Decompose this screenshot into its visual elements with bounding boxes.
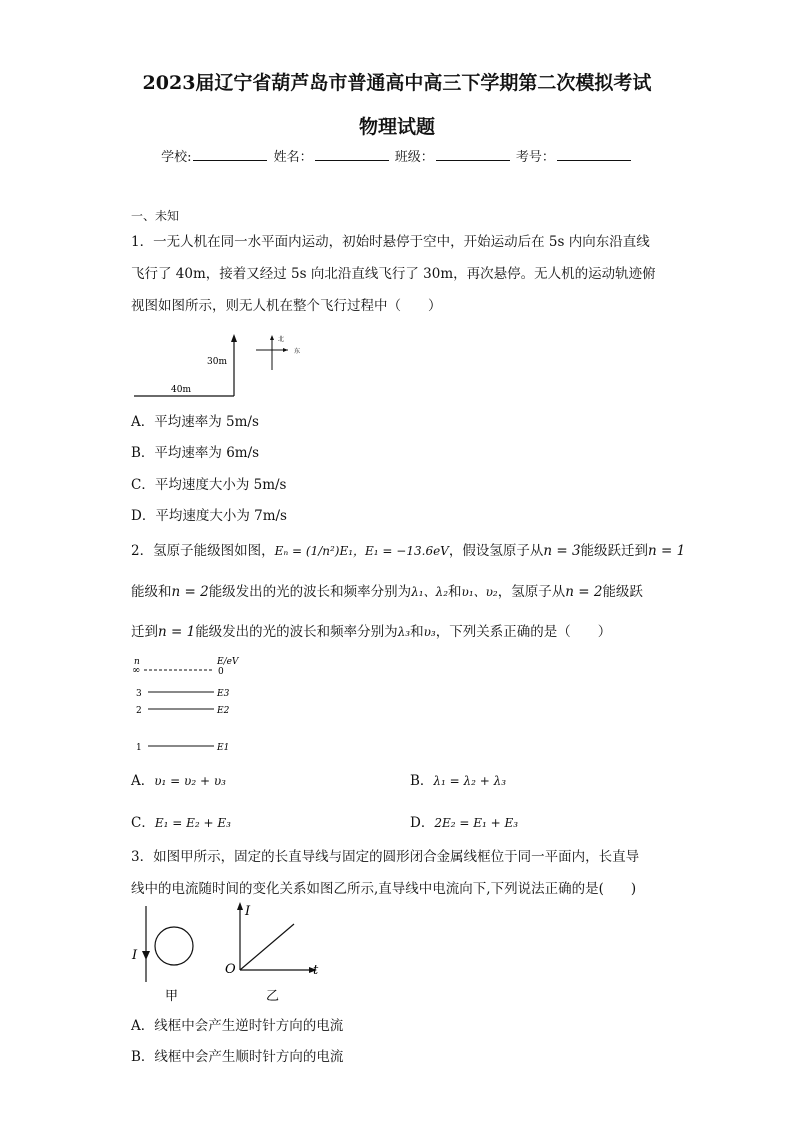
q2-option-b-expr: λ₁ = λ₂ + λ₃ [433,774,507,788]
q2-line3-text-d: ，下列关系正确的是（ ） [435,624,612,640]
q2-line1-text-a: 2．氢原子能级图如图， [131,543,275,559]
level-n-label: n [134,657,140,667]
q2-nu3: υ₃ [423,625,436,639]
q1-option-b[interactable]: B．平均速率为 6m/s [131,445,260,461]
q1-option-a[interactable]: A．平均速率为 5m/s [131,414,259,430]
q2-line3-text-a: 迁到 [131,624,158,640]
q2-line3 [131,622,611,642]
q2-n2: n = 2 [171,584,209,600]
level-1-label: 1 [136,743,142,753]
compass-north-label: 北 [278,336,285,343]
level-2-label: 2 [136,706,142,716]
q2-n3: n = 3 [543,543,581,559]
q3-option-b[interactable]: B．线框中会产生顺时针方向的电流 [131,1049,344,1065]
q2-line2-text-b: 能级发出的光的波长和频率分别为 [208,584,412,600]
level-zero-energy: 0 [218,667,224,677]
q2-option-b-letter: B． [410,773,434,789]
q2-nu12: υ₁、υ₂ [461,585,498,599]
name-blank[interactable] [315,160,389,161]
q2-line3-text-b: 能级发出的光的波长和频率分别为 [195,624,398,640]
q3-figure-yi [222,898,327,1004]
compass-east-arrow-icon [283,348,288,352]
q3-option-a[interactable]: A．线框中会产生逆时针方向的电流 [131,1018,344,1034]
level-2-energy-label: E2 [217,706,230,716]
q2-option-d-expr: 2E₂ = E₁ + E₃ [434,816,519,830]
q2-lambda3: λ₃ [397,625,411,639]
q2-option-a[interactable] [131,769,226,789]
q2-option-c-expr: E₁ = E₂ + E₃ [154,816,231,830]
current-line [240,924,294,970]
q2-line2 [131,582,643,602]
q2-lambda12: λ₁、λ₂ [411,585,449,599]
q1-line3: 视图如图所示，则无人机在整个飞行过程中（ ） [131,298,442,314]
q1-trajectory-figure [131,330,311,400]
compass-east-label: 东 [294,348,301,355]
q2-line3-text-c: 和 [410,624,424,640]
q2-option-c-letter: C． [131,815,155,831]
q2-energy-level-diagram [131,655,261,755]
north-distance-label: 30m [207,357,227,367]
level-3-label: 3 [136,689,142,699]
id-label: 考号： [515,150,555,165]
level-1-energy: E1 [217,743,230,753]
q3-line1: 3．如图甲所示，固定的长直导线与固定的圆形闭合金属线框位于同一平面内，长直导 [131,849,640,865]
circular-loop [155,927,193,965]
q2-energy-formula: Eₙ = (1/n²)E₁，E₁ = −13.6eV [274,544,449,558]
q1-line1: 1．一无人机在同一水平面内运动，初始时悬停于空中，开始运动后在 5s 内向东沿直线 [131,234,650,250]
q2-n1: n = 1 [648,543,686,559]
i-axis-label: I [245,904,251,919]
q2-line1-text-b: ，假设氢原子从 [448,543,544,559]
q2-line1-text-c: 能级跃迁到 [580,543,649,559]
q2-line2-text-a: 能级和 [131,584,172,600]
q2-option-a-expr: υ₁ = υ₂ + υ₃ [154,774,226,788]
figure-jia-label: 甲 [165,989,179,1004]
exam-title-line2: 物理试题 [358,116,435,138]
q3-line2: 线中的电流随时间的变化关系如图乙所示,直导线中电流向下,下列说法正确的是( ) [131,881,637,897]
school-blank[interactable] [193,160,267,161]
q1-line2: 飞行了 40m，接着又经过 5s 向北沿直线飞行了 30m，再次悬停。无人机的运动轨迹俯 [131,266,656,282]
exam-title-line1: 2023届辽宁省葫芦岛市普通高中高三下学期第二次模拟考试 [142,72,652,94]
q2-line2-text-d: ，氢原子从 [497,584,566,600]
wire-current-label: I [132,948,138,963]
section-heading: 一、未知 [131,209,180,223]
student-info-row [0,146,794,165]
north-arrow-icon [231,334,237,342]
q2-line1 [131,541,685,561]
class-label: 班级： [394,150,434,165]
q2-line2-text-c: 和 [448,584,462,600]
school-label: 学校: [161,150,192,165]
q2-option-c[interactable] [131,811,231,831]
east-distance-label: 40m [171,385,191,395]
energy-axis-label: E/eV [217,657,239,667]
t-axis-label: t [313,963,319,978]
q2-option-a-letter: A． [131,773,155,789]
id-blank[interactable] [557,160,631,161]
q1-option-d[interactable]: D．平均速度大小为 7m/s [131,508,287,524]
q2-option-d[interactable] [410,811,518,831]
current-down-arrow-icon [142,951,150,960]
q2-n1b: n = 1 [158,624,196,640]
q2-option-b[interactable] [410,769,506,789]
q2-option-d-letter: D． [410,815,435,831]
compass-north-arrow-icon [270,335,274,340]
q2-line2-text-e: 能级跃 [602,584,643,600]
figure-yi-label: 乙 [266,989,280,1004]
q1-option-c[interactable]: C．平均速度大小为 5m/s [131,477,287,493]
class-blank[interactable] [436,160,510,161]
level-3-energy: E3 [217,689,230,699]
level-infinity-label: ∞ [132,665,141,676]
i-axis-arrow-icon [237,902,243,910]
origin-label: O [225,962,236,977]
name-label: 姓名： [273,150,313,165]
q3-figure-jia [131,902,201,1004]
q2-n2b: n = 2 [565,584,603,600]
